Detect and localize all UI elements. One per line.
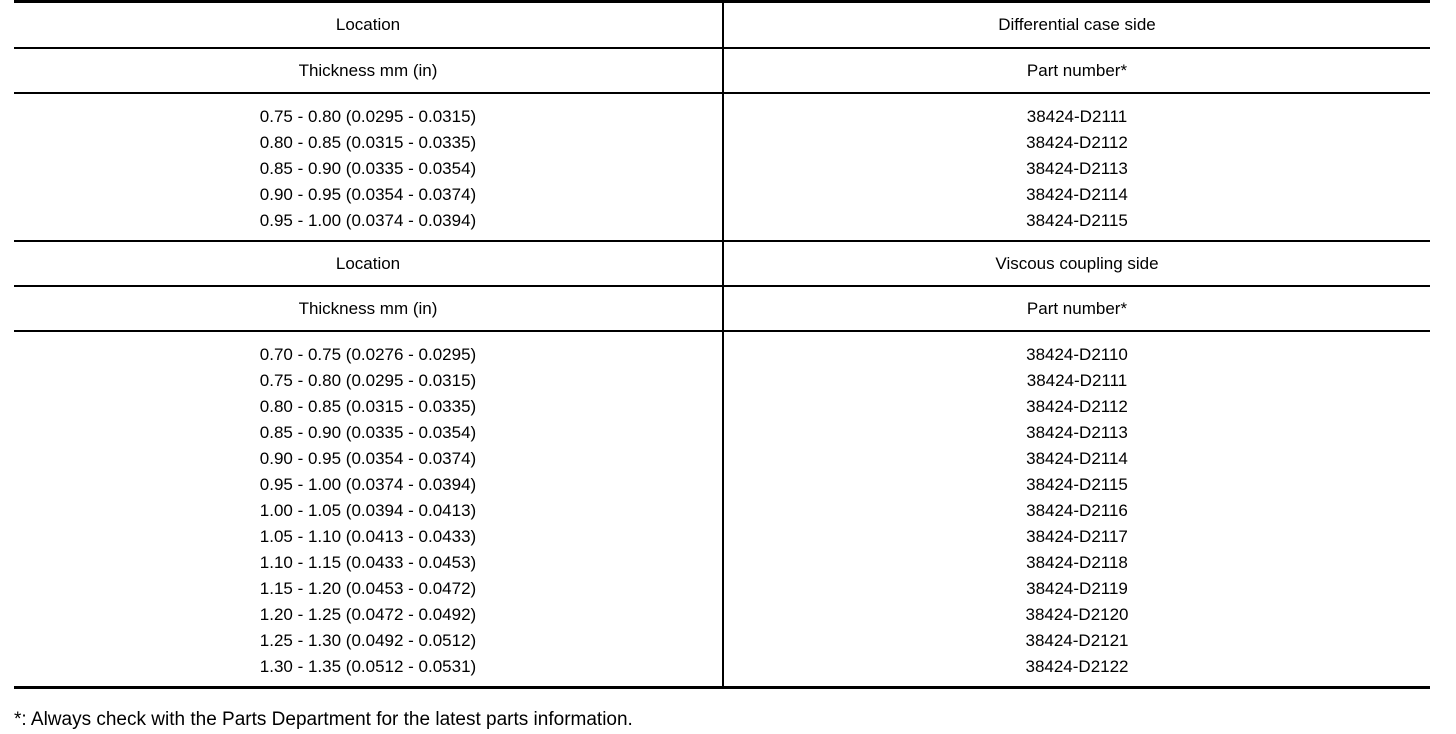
- part-number-column: [722, 332, 1430, 686]
- thickness-cell: 0.90 - 0.95 (0.0354 - 0.0374): [259, 185, 477, 204]
- thickness-cell: 0.85 - 0.90 (0.0335 - 0.0354): [259, 423, 477, 442]
- thickness-cell: 0.90 - 0.95 (0.0354 - 0.0374): [259, 449, 477, 468]
- part-number-cell: 38424-D2113: [1026, 159, 1128, 178]
- part-number-cell: 38424-D2110: [1026, 345, 1128, 364]
- part-number-cell: 38424-D2120: [1025, 605, 1129, 624]
- thickness-cell: 1.30 - 1.35 (0.0512 - 0.0531): [259, 657, 477, 676]
- viscous-coupling-side-section: [14, 240, 1430, 689]
- part-number-cell: 38424-D2111: [1026, 371, 1128, 390]
- thickness-header: Thickness mm (in): [298, 298, 438, 318]
- part-number-cell: 38424-D2111: [1026, 107, 1128, 126]
- part-number-header: Part number*: [722, 287, 1430, 330]
- part-number-cell: 38424-D2112: [1026, 397, 1128, 416]
- part-number-cell: 38424-D2114: [1026, 185, 1128, 204]
- part-number-cell: 38424-D2118: [1026, 553, 1128, 572]
- location-header: Location: [335, 15, 401, 34]
- thickness-cell: 0.85 - 0.90 (0.0335 - 0.0354): [259, 159, 477, 178]
- thickness-column: [14, 332, 722, 686]
- thickness-column: [14, 94, 722, 240]
- thickness-cell: 0.95 - 1.00 (0.0374 - 0.0394): [259, 211, 477, 230]
- thickness-cell: 1.15 - 1.20 (0.0453 - 0.0472): [259, 579, 477, 598]
- header-row-location: [14, 0, 1430, 47]
- part-number-cell: 38424-D2113: [1026, 423, 1128, 442]
- thickness-cell: 0.75 - 0.80 (0.0295 - 0.0315): [259, 371, 477, 390]
- side-header: Differential case side: [722, 3, 1430, 47]
- data-block: [14, 330, 1430, 686]
- thickness-cell: 0.80 - 0.85 (0.0315 - 0.0335): [259, 397, 477, 416]
- part-number-cell: 38424-D2122: [1025, 657, 1129, 676]
- thickness-header: Thickness mm (in): [298, 60, 438, 80]
- thickness-cell: 1.10 - 1.15 (0.0433 - 0.0453): [259, 553, 477, 572]
- side-header: Viscous coupling side: [722, 242, 1430, 285]
- part-number-cell: 38424-D2121: [1025, 631, 1129, 650]
- part-number-cell: 38424-D2117: [1026, 527, 1128, 546]
- header-row-thickness: [14, 47, 1430, 92]
- thickness-cell: 0.95 - 1.00 (0.0374 - 0.0394): [259, 475, 477, 494]
- part-number-cell: 38424-D2115: [1026, 211, 1128, 230]
- table-bottom-rule: [14, 686, 1430, 689]
- part-number-column: [722, 94, 1430, 240]
- thickness-cell: 0.75 - 0.80 (0.0295 - 0.0315): [259, 107, 477, 126]
- location-header: Location: [335, 253, 401, 273]
- parts-table: [14, 0, 1430, 689]
- header-row-location: [14, 240, 1430, 285]
- thickness-cell: 1.25 - 1.30 (0.0492 - 0.0512): [259, 631, 477, 650]
- header-row-thickness: [14, 285, 1430, 330]
- thickness-cell: 0.80 - 0.85 (0.0315 - 0.0335): [259, 133, 477, 152]
- thickness-cell: 1.20 - 1.25 (0.0472 - 0.0492): [259, 605, 477, 624]
- thickness-cell: 1.00 - 1.05 (0.0394 - 0.0413): [259, 501, 477, 520]
- part-number-cell: 38424-D2116: [1026, 501, 1128, 520]
- data-block: [14, 92, 1430, 240]
- part-number-header: Part number*: [722, 49, 1430, 92]
- footnote: *: Always check with the Parts Department for the latest parts information.: [14, 709, 633, 730]
- part-number-cell: 38424-D2119: [1026, 579, 1128, 598]
- differential-case-side-section: [14, 0, 1430, 240]
- part-number-cell: 38424-D2112: [1026, 133, 1128, 152]
- thickness-cell: 1.05 - 1.10 (0.0413 - 0.0433): [259, 527, 477, 546]
- part-number-cell: 38424-D2114: [1026, 449, 1128, 468]
- thickness-cell: 0.70 - 0.75 (0.0276 - 0.0295): [259, 345, 477, 364]
- part-number-cell: 38424-D2115: [1026, 475, 1128, 494]
